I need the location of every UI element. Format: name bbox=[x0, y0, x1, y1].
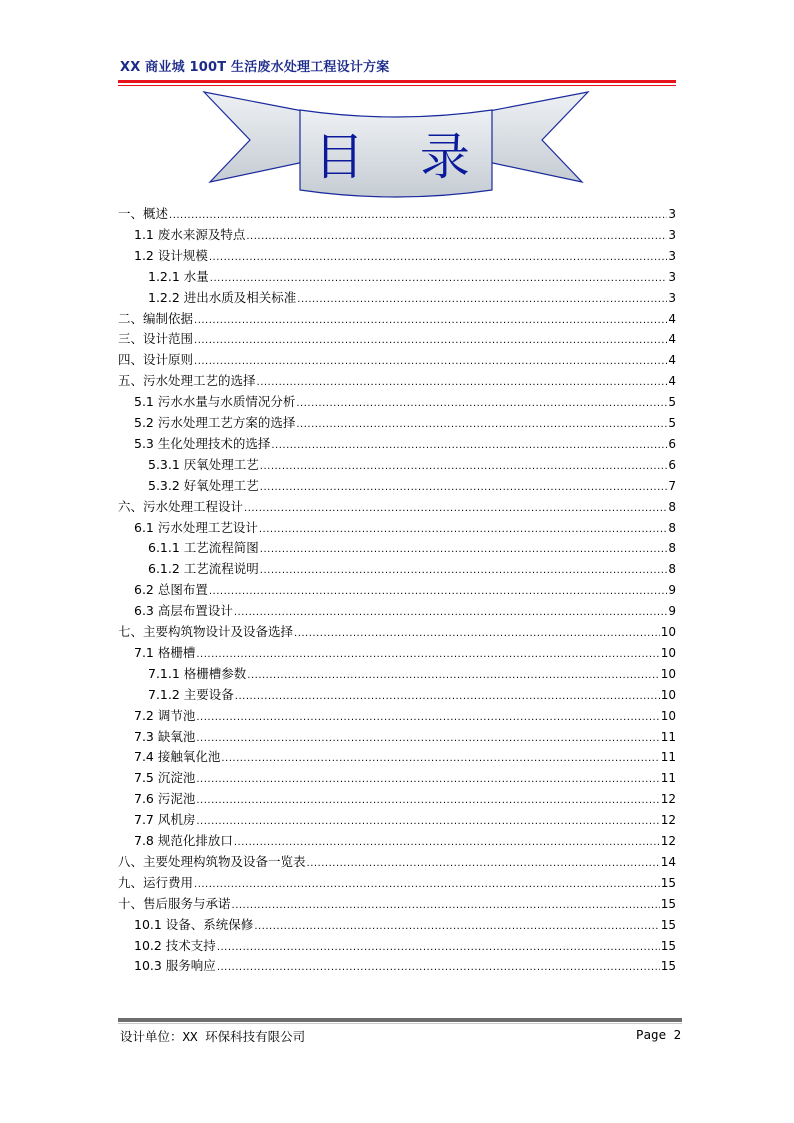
document-title: XX 商业城 100T 生活废水处理工程设计方案 bbox=[120, 60, 390, 75]
toc-leader-dots bbox=[307, 856, 660, 872]
toc-entry-page: 4 bbox=[668, 311, 676, 326]
toc-entry[interactable] bbox=[134, 749, 676, 767]
toc-entry-label: 7.4 接触氧化池 bbox=[134, 749, 221, 765]
toc-entry-label: 四、设计原则 bbox=[118, 352, 194, 368]
toc-entry-label: 7.7 风机房 bbox=[134, 812, 196, 828]
toc-entry-label: 7.8 规范化排放口 bbox=[134, 833, 233, 848]
toc-entry[interactable] bbox=[118, 373, 676, 391]
toc-entry[interactable] bbox=[134, 248, 676, 266]
toc-leader-dots bbox=[246, 229, 667, 245]
toc-leader-dots bbox=[210, 271, 668, 287]
toc-entry[interactable] bbox=[134, 812, 676, 830]
toc-entry-page: 8 bbox=[668, 541, 676, 556]
toc-leader-dots bbox=[196, 814, 659, 830]
toc-entry[interactable] bbox=[134, 520, 676, 538]
toc-leader-dots bbox=[235, 689, 660, 705]
toc-entry-label: 六、污水处理工程设计 bbox=[118, 498, 244, 514]
toc-entry-page: 3 bbox=[668, 248, 676, 263]
toc-entry[interactable] bbox=[134, 938, 676, 956]
toc-entry-label: 1.2.2 进出水质及相关标准 bbox=[148, 289, 297, 305]
toc-leader-dots bbox=[196, 793, 659, 809]
toc-entry-label: 5.3.1 厌氧处理工艺 bbox=[148, 456, 259, 472]
toc-entry-label: 1.2.1 水量 bbox=[148, 268, 209, 284]
toc-leader-dots bbox=[257, 375, 668, 391]
toc-leader-dots bbox=[297, 292, 667, 308]
toc-leader-dots bbox=[247, 668, 659, 684]
toc-leader-dots bbox=[221, 751, 659, 767]
toc-entry-label: 七、主要构筑物设计及设备选择 bbox=[118, 624, 294, 639]
toc-entry-label: 1.1 废水来源及特点 bbox=[134, 226, 246, 242]
toc-entry-label: 7.1.1 格栅槽参数 bbox=[148, 665, 247, 681]
toc-entry[interactable] bbox=[118, 875, 676, 893]
toc-leader-dots bbox=[196, 731, 659, 747]
toc-entry[interactable] bbox=[134, 436, 676, 454]
toc-leader-dots bbox=[196, 647, 659, 663]
toc-entry-page: 10 bbox=[660, 625, 676, 639]
toc-entry-label: 九、运行费用 bbox=[118, 874, 194, 890]
toc-entry-label: 7.1 格栅槽 bbox=[134, 644, 196, 660]
toc-entry[interactable] bbox=[134, 645, 676, 663]
toc-entry[interactable] bbox=[118, 206, 676, 224]
toc-leader-dots bbox=[196, 710, 659, 726]
footer-rule-thin bbox=[118, 1023, 682, 1024]
toc-entry[interactable] bbox=[118, 624, 676, 642]
toc-entry-page: 15 bbox=[660, 938, 676, 953]
toc-entry-label: 7.1.2 主要设备 bbox=[148, 686, 234, 702]
toc-leader-dots bbox=[194, 354, 667, 370]
toc-leader-dots bbox=[217, 940, 660, 956]
toc-banner bbox=[200, 90, 592, 198]
toc-entry-page: 10 bbox=[660, 645, 676, 660]
toc-entry-page: 3 bbox=[668, 290, 676, 305]
toc-entry-page: 6 bbox=[668, 436, 676, 451]
toc-entry-page: 7 bbox=[668, 478, 676, 493]
toc-leader-dots bbox=[260, 563, 668, 579]
toc-entry[interactable] bbox=[118, 331, 676, 349]
toc-entry[interactable] bbox=[118, 896, 676, 914]
toc-leader-dots bbox=[260, 480, 668, 496]
toc-leader-dots bbox=[196, 772, 659, 788]
toc-leader-dots bbox=[217, 960, 660, 976]
toc-entry-label: 5.3 生化处理技术的选择 bbox=[134, 435, 271, 451]
toc-leader-dots bbox=[194, 333, 667, 349]
toc-entry-page: 15 bbox=[660, 875, 676, 890]
toc-entry-label: 6.1 污水处理工艺设计 bbox=[134, 519, 258, 535]
toc-entry-page: 6 bbox=[668, 457, 676, 472]
toc-entry[interactable] bbox=[148, 666, 676, 684]
toc-entry[interactable] bbox=[134, 729, 676, 747]
toc-entry-label: 6.3 高层布置设计 bbox=[134, 603, 233, 619]
footer-company: 设计单位：XX 环保科技有限公司 bbox=[120, 1029, 306, 1044]
toc-entry-label: 6.1.2 工艺流程说明 bbox=[148, 561, 259, 577]
toc-entry-label: 10.1 设备、系统保修 bbox=[134, 916, 254, 932]
toc-entry[interactable] bbox=[134, 770, 676, 788]
footer-rule bbox=[118, 1018, 682, 1022]
toc-entry-page: 11 bbox=[660, 750, 676, 765]
toc-entry-label: 三、设计范围 bbox=[118, 331, 194, 347]
toc-entry-label: 八、主要处理构筑物及设备一览表 bbox=[118, 853, 306, 869]
toc-leader-dots bbox=[259, 522, 668, 538]
toc-entry-page: 15 bbox=[660, 896, 676, 911]
toc-entry-label: 十、售后服务与承诺 bbox=[118, 895, 231, 911]
toc-entry-label: 一、概述 bbox=[118, 206, 169, 221]
toc-leader-dots bbox=[234, 835, 660, 851]
toc-entry-page: 15 bbox=[660, 959, 676, 974]
toc-entry-label: 10.3 服务响应 bbox=[134, 958, 216, 974]
toc-entry[interactable] bbox=[148, 457, 676, 475]
toc-entry-page: 3 bbox=[668, 227, 676, 242]
toc-leader-dots bbox=[296, 417, 667, 433]
toc-leader-dots bbox=[260, 542, 668, 558]
toc-entry-label: 五、污水处理工艺的选择 bbox=[118, 373, 256, 389]
toc-entry-page: 4 bbox=[668, 374, 676, 389]
toc-entry-page: 12 bbox=[660, 813, 676, 828]
toc-entry[interactable] bbox=[118, 499, 676, 517]
banner-title: 目 录 bbox=[314, 128, 478, 186]
toc-entry-page: 8 bbox=[668, 562, 676, 577]
toc-entry[interactable] bbox=[134, 603, 676, 621]
toc-entry[interactable] bbox=[118, 352, 676, 370]
toc-entry-label: 7.2 调节池 bbox=[134, 707, 196, 723]
toc-entry[interactable] bbox=[148, 290, 676, 308]
toc-entry[interactable] bbox=[134, 394, 676, 412]
toc-entry-label: 6.1.1 工艺流程简图 bbox=[148, 540, 259, 556]
toc-leader-dots bbox=[209, 250, 668, 266]
toc-entry-page: 8 bbox=[668, 499, 676, 514]
toc-leader-dots bbox=[294, 626, 660, 642]
toc-entry[interactable] bbox=[148, 561, 676, 579]
toc-entry-page: 5 bbox=[668, 395, 676, 410]
footer-page-number: Page 2 bbox=[636, 1027, 682, 1042]
toc-entry-page: 15 bbox=[660, 917, 676, 932]
toc-entry[interactable] bbox=[134, 917, 676, 935]
toc-entry-page: 9 bbox=[668, 604, 676, 619]
toc-leader-dots bbox=[209, 584, 668, 600]
toc-entry[interactable] bbox=[118, 311, 676, 329]
toc-entry-page: 10 bbox=[660, 687, 676, 702]
toc-entry-page: 4 bbox=[668, 353, 676, 368]
toc-leader-dots bbox=[194, 877, 660, 893]
toc-entry-page: 10 bbox=[660, 666, 676, 681]
toc-entry[interactable] bbox=[134, 415, 676, 433]
toc-entry[interactable] bbox=[148, 269, 676, 287]
toc-entry[interactable] bbox=[148, 478, 676, 496]
toc-entry-page: 12 bbox=[660, 834, 676, 848]
toc-entry-label: 10.2 技术支持 bbox=[134, 937, 216, 953]
toc-leader-dots bbox=[260, 459, 668, 475]
toc-entry-label: 5.3.2 好氧处理工艺 bbox=[148, 477, 259, 493]
toc-entry-label: 5.2 污水处理工艺方案的选择 bbox=[134, 415, 296, 430]
toc-entry-label: 7.3 缺氧池 bbox=[134, 728, 196, 744]
toc-entry[interactable] bbox=[148, 687, 676, 705]
toc-entry-label: 7.6 污泥池 bbox=[134, 791, 196, 807]
header-rule-thin bbox=[118, 85, 676, 86]
toc-leader-dots bbox=[232, 898, 660, 914]
toc-entry-label: 5.1 污水水量与水质情况分析 bbox=[134, 394, 296, 410]
toc-entry-page: 8 bbox=[668, 520, 676, 535]
toc-entry-page: 3 bbox=[668, 269, 676, 284]
toc-leader-dots bbox=[169, 208, 667, 224]
toc-entry-label: 二、编制依据 bbox=[118, 310, 194, 326]
toc-entry-label: 7.5 沉淀池 bbox=[134, 770, 196, 786]
toc-entry[interactable] bbox=[134, 227, 676, 245]
toc-entry-page: 9 bbox=[668, 583, 676, 598]
toc-leader-dots bbox=[271, 438, 667, 454]
toc-entry-page: 3 bbox=[668, 207, 676, 221]
toc-entry[interactable] bbox=[134, 958, 676, 976]
toc-entry-page: 11 bbox=[660, 729, 676, 744]
toc-leader-dots bbox=[194, 313, 667, 329]
toc-entry[interactable] bbox=[134, 833, 676, 851]
toc-leader-dots bbox=[234, 605, 668, 621]
toc-entry-page: 11 bbox=[660, 771, 676, 786]
toc-leader-dots bbox=[296, 396, 667, 412]
toc-entry-page: 14 bbox=[660, 854, 676, 869]
toc-entry-page: 4 bbox=[668, 332, 676, 347]
toc-leader-dots bbox=[254, 919, 659, 935]
toc-entry[interactable] bbox=[134, 791, 676, 809]
toc-entry-page: 10 bbox=[660, 708, 676, 723]
toc-entry-label: 6.2 总图布置 bbox=[134, 582, 208, 598]
toc-entry-page: 5 bbox=[668, 416, 676, 430]
header-rule-thick bbox=[118, 80, 676, 83]
toc-entry-page: 12 bbox=[660, 792, 676, 807]
toc-entry[interactable] bbox=[134, 708, 676, 726]
toc-entry[interactable] bbox=[118, 854, 676, 872]
toc-leader-dots bbox=[244, 501, 667, 517]
toc-entry[interactable] bbox=[134, 582, 676, 600]
toc-entry[interactable] bbox=[148, 540, 676, 558]
toc-entry-label: 1.2 设计规模 bbox=[134, 247, 208, 263]
